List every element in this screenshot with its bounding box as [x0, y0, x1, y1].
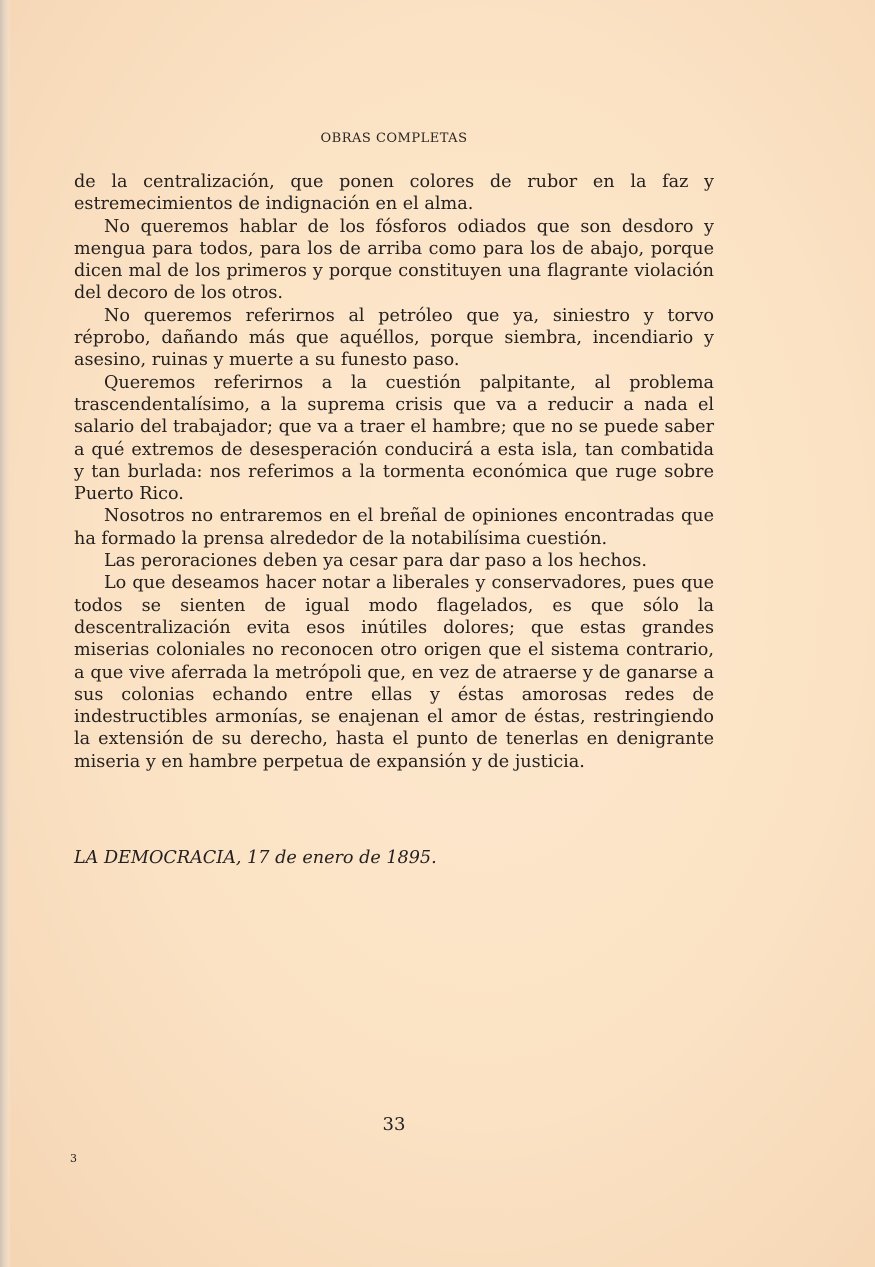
dateline: LA DEMOCRACIA, 17 de enero de 1895. — [74, 848, 437, 868]
running-head: OBRAS COMPLETAS — [320, 131, 468, 146]
paragraph: Nosotros no entraremos en el breñal de opiniones encontradas que ha formado la prensa alrededor de la notabilísima cuestión. — [74, 506, 714, 549]
page-number: 33 — [382, 1114, 406, 1135]
body-text — [74, 171, 714, 773]
paragraph: Queremos referirnos a la cuestión palpitante, al problema trascendentalísimo, a la suprema crisis que va a reducir a nada el salario del trabajador; que va a traer el hambre; que no se puede saber a qué extremos de desesperación conducirá a esta isla, tan combatida y tan burlada: nos referimos a la tormenta económica que ruge sobre Puerto Rico. — [74, 372, 714, 505]
paragraph: No queremos hablar de los fósforos odiados que son desdoro y mengua para todos, para los de arriba como para los de abajo, porque dicen mal de los primeros y porque constituyen una flagrante violación del decoro de los otros. — [74, 216, 714, 304]
paragraph: No queremos referirnos al petróleo que ya, siniestro y torvo réprobo, dañando más que aquéllos, porque siembra, incendiario y asesino, ruinas y muerte a su funesto paso. — [74, 305, 714, 371]
paragraph: Las peroraciones deben ya cesar para dar paso a los hechos. — [104, 551, 647, 572]
binding-edge — [0, 0, 10, 1267]
paragraph: de la centralización, que ponen colores de rubor en la faz y estremecimientos de indignación en el alma. — [74, 172, 714, 215]
signature-mark: 3 — [70, 1152, 77, 1165]
paragraph: Lo que deseamos hacer notar a liberales y conservadores, pues que todos se sienten de igual modo flagelados, es que sólo la descentralización evita esos inútiles dolores; que estas grandes miserias coloniales no reconocen otro origen que el sistema contrario, a que vive aferrada la metrópoli que, en vez de atraerse y de ganarse a sus colonias echando entre ellas y éstas amorosas redes de indestructibles armonías, se enajenan el amor de éstas, restringiendo la extensión de su derecho, hasta el punto de tenerlas en denigrante miseria y en hambre perpetua de expansión y de justicia. — [74, 573, 714, 772]
